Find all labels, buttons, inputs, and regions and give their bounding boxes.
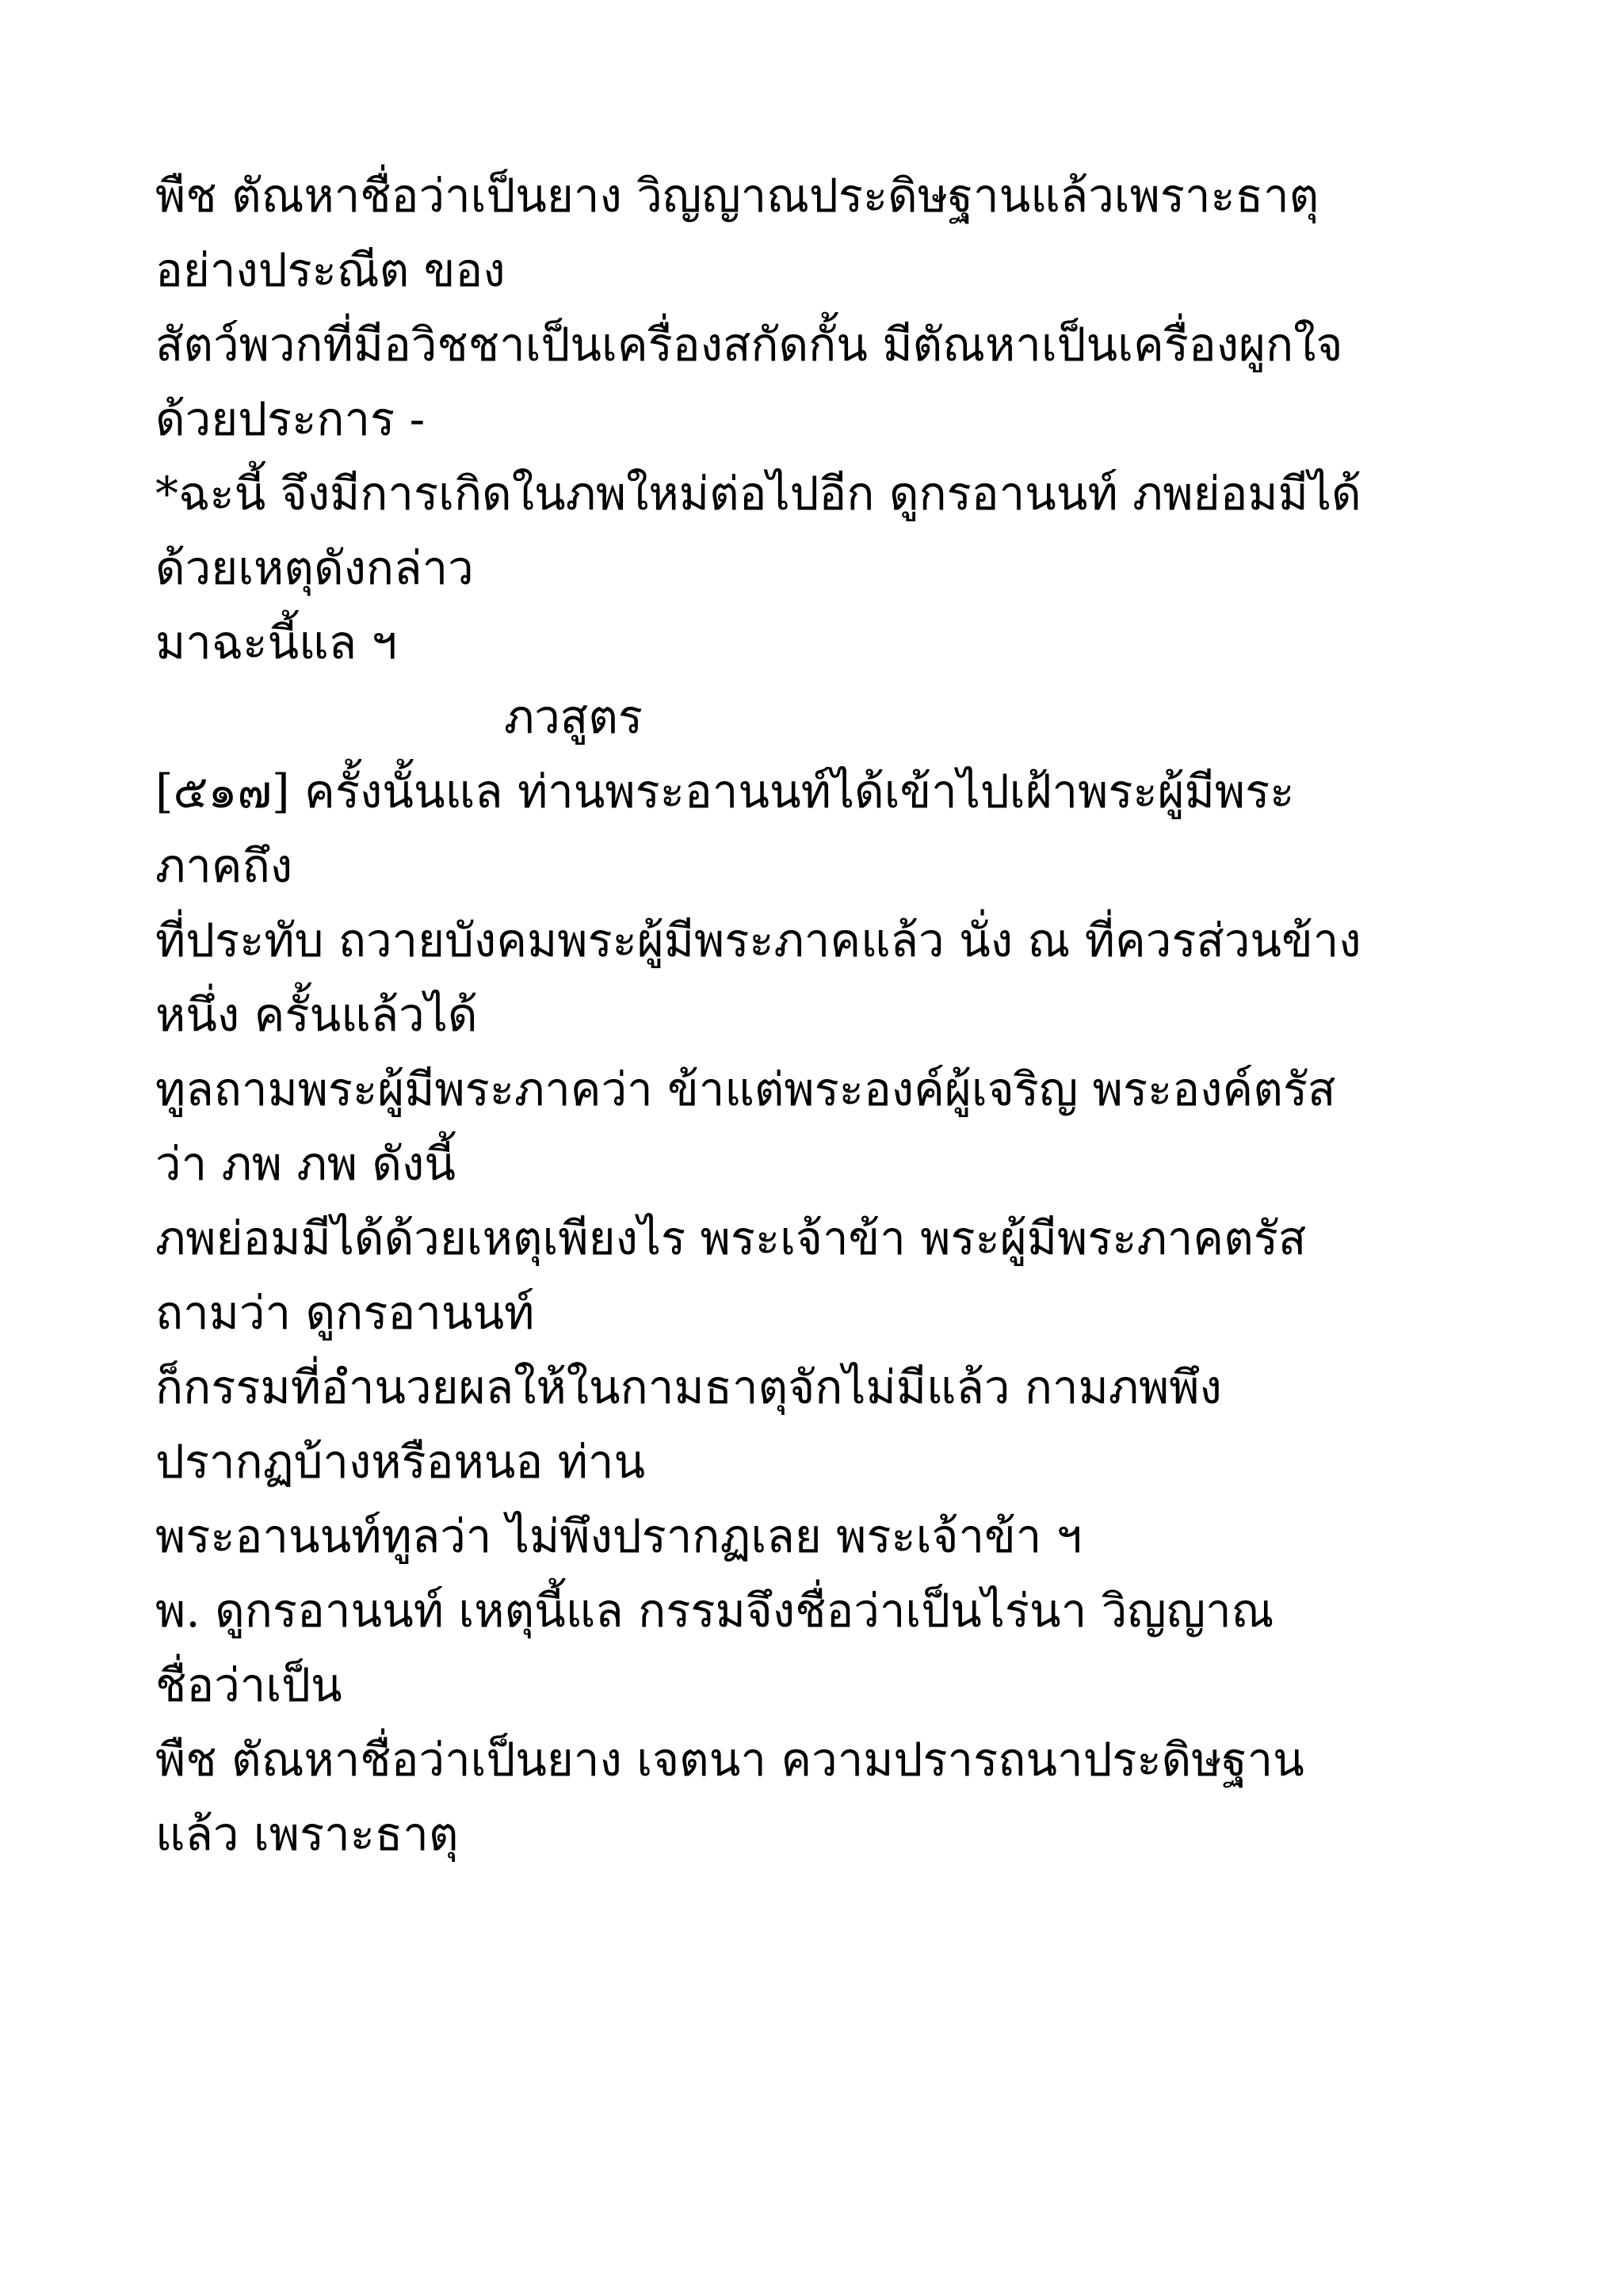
section-title: ภวสูตร xyxy=(504,690,643,744)
text-line: แล้ว เพราะธาตุ xyxy=(155,1807,459,1861)
text-line: ปรากฏบ้างหรือหนอ ท่าน xyxy=(155,1435,646,1489)
text-line: ภาคถึง xyxy=(155,839,293,893)
text-line: [๕๑๗] ครั้งนั้นแล ท่านพระอานนท์ได้เข้าไปเฝ้าพระผู้มีพระ xyxy=(155,765,1295,818)
text-line: สัตว์พวกที่มีอวิชชาเป็นเครื่องสกัดกั้น มีตัณหาเป็นเครื่องผูกใจ xyxy=(155,318,1343,372)
document-body xyxy=(155,158,1487,1871)
text-line: อย่างประณีต ของ xyxy=(155,243,506,297)
text-line: ที่ประทับ ถวายบังคมพระผู้มีพระภาคแล้ว นั่ง ณ ที่ควรส่วนข้าง xyxy=(155,913,1361,967)
text-line: พืช ตัณหาชื่อว่าเป็นยาง วิญญาณประดิษฐานแล้วเพราะธาตุ xyxy=(155,169,1319,223)
text-line: พืช ตัณหาชื่อว่าเป็นยาง เจตนา ความปรารถนาประดิษฐาน xyxy=(155,1733,1304,1787)
text-line: ทูลถามพระผู้มีพระภาคว่า ข้าแต่พระองค์ผู้เจริญ พระองค์ตรัส xyxy=(155,1062,1336,1116)
text-line: พ. ดูกรอานนท์ เหตุนี้แล กรรมจึงชื่อว่าเป็นไร่นา วิญญาณ xyxy=(155,1584,1274,1638)
text-line: พระอานนท์ทูลว่า ไม่พึงปรากฏเลย พระเจ้าข้า ฯ xyxy=(155,1509,1083,1563)
text-line: ภพย่อมมีได้ด้วยเหตุเพียงไร พระเจ้าข้า พระผู้มีพระภาคตรัส xyxy=(155,1211,1307,1265)
text-line: ด้วยประการ - xyxy=(155,392,426,446)
text-line: มาฉะนี้แล ฯ xyxy=(155,616,398,669)
text-line: ถามว่า ดูกรอานนท์ xyxy=(155,1286,535,1340)
text-line: ก็กรรมที่อำนวยผลให้ในกามธาตุจักไม่มีแล้ว กามภพพึง xyxy=(155,1360,1222,1414)
text-line: หนึ่ง ครั้นแล้วได้ xyxy=(155,988,478,1042)
text-line: *ฉะนี้ จึงมีการเกิดในภพใหม่ต่อไปอีก ดูกรอานนท์ ภพย่อมมีได้ xyxy=(155,467,1361,521)
text-line: ชื่อว่าเป็น xyxy=(155,1658,342,1712)
text-line: ด้วยเหตุดังกล่าว xyxy=(155,541,474,595)
text-line: ว่า ภพ ภพ ดังนี้ xyxy=(155,1137,456,1191)
